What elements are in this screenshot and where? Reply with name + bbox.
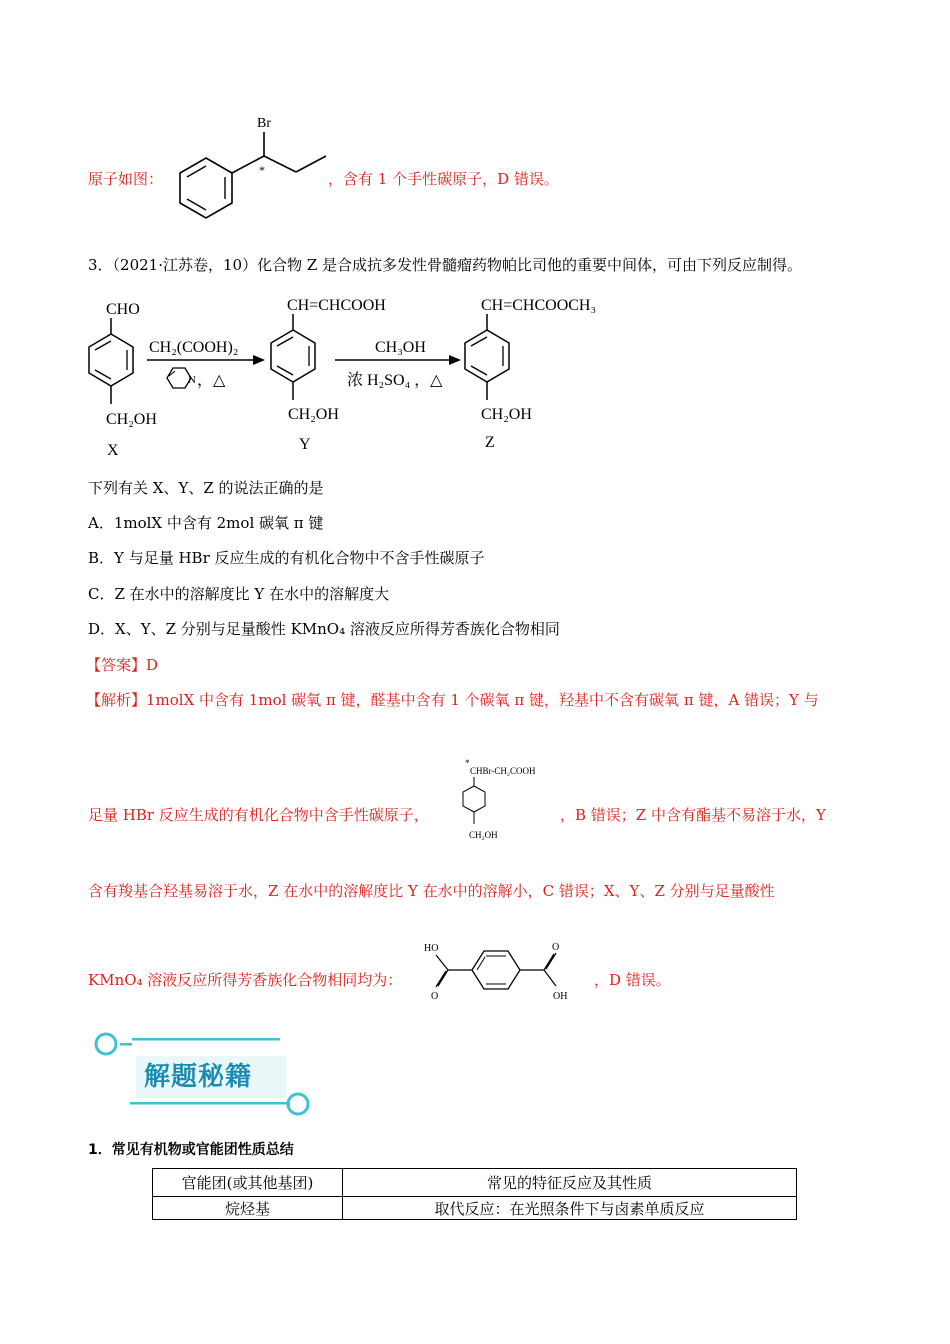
- analysis-line-2a: 足量 HBr 反应生成的有机化合物中含手性碳原子，: [88, 806, 429, 824]
- analysis-line-4b: ，D 错误。: [594, 971, 671, 989]
- hbr-top-group: CHBr-CH₂COOH: [470, 766, 536, 776]
- x-label: X: [107, 442, 119, 459]
- z-top-group: CH=CHCOOCH₃: [481, 297, 597, 314]
- z-bottom-group: CH₂OH: [481, 406, 532, 423]
- analysis-line-4a: KMnO₄ 溶液反应所得芳香族化合物相同均为：: [88, 971, 403, 989]
- y-label: Y: [299, 436, 311, 453]
- properties-table: [152, 1168, 797, 1220]
- acid-o-left: O: [431, 991, 439, 1002]
- note-suffix: ，含有 1 个手性碳原子，D 错误。: [328, 170, 559, 188]
- y-top-group: CH=CHCOOH: [287, 297, 386, 314]
- question-stem: 3．（2021·江苏卷，10）化合物 Z 是合成抗多发性骨髓瘤药物帕比司他的重要中间体，可由下列反应制得。: [88, 256, 803, 274]
- analysis-line-2b: ，B 错误；Z 中含有酯基不易溶于水，Y: [560, 806, 826, 824]
- pyridine-n: N: [188, 374, 196, 386]
- z-label: Z: [485, 434, 495, 451]
- bromopropylbenzene-structure: [160, 112, 340, 227]
- y-bottom-group: CH₂OH: [288, 406, 339, 423]
- acid-ho-label: HO: [424, 943, 439, 954]
- banner-title: 解题秘籍: [144, 1062, 253, 1092]
- arrow2-reagent: CH₃OH: [375, 339, 426, 356]
- hbr-star: *: [465, 758, 470, 768]
- acid-oh-label: OH: [553, 991, 568, 1002]
- answer-label: 【答案】D: [86, 656, 159, 674]
- note-prefix: 原子如图：: [88, 170, 164, 188]
- table-header-cell: 常见的特征反应及其性质: [343, 1169, 797, 1197]
- option-b: B．Y 与足量 HBr 反应生成的有机化合物中不含手性碳原子: [88, 549, 485, 567]
- x-top-group: CHO: [106, 301, 140, 318]
- arrow1-condition: ，△: [197, 372, 226, 389]
- struct-br-label: Br: [257, 116, 271, 131]
- terephthalic-acid-structure: [422, 938, 592, 1004]
- acid-o-right: O: [552, 942, 560, 953]
- option-a: A．1molX 中含有 2mol 碳氧 π 键: [88, 514, 324, 532]
- arrow2-condition: 浓 H₂SO₄ ，△: [347, 372, 443, 389]
- option-c: C．Z 在水中的溶解度比 Y 在水中的溶解度大: [88, 585, 390, 603]
- section-heading: 1．常见有机物或官能团性质总结: [88, 1142, 294, 1158]
- arrow1-reagent: CH₂(COOH)₂: [149, 339, 239, 356]
- table-header-cell: 官能团(或其他基团): [153, 1169, 343, 1197]
- chiral-star: *: [259, 163, 265, 177]
- table-cell: 烷烃基: [153, 1197, 343, 1220]
- reaction-scheme: [85, 292, 645, 462]
- analysis-line-1: 【解析】1molX 中含有 1mol 碳氧 π 键，醛基中含有 1 个碳氧 π 键，羟基中不含有碳氧 π 键，A 错误；Y 与: [86, 691, 819, 709]
- analysis-line-3: 含有羧基合羟基易溶于水，Z 在水中的溶解度比 Y 在水中的溶解小，C 错误；X、Y、Z 分别与足量酸性: [88, 882, 775, 900]
- hbr-bottom-group: CH₂OH: [469, 830, 498, 840]
- question-prompt: 下列有关 X、Y、Z 的说法正确的是: [88, 479, 324, 497]
- x-bottom-group: CH₂OH: [106, 411, 157, 428]
- option-d: D．X、Y、Z 分别与足量酸性 KMnO₄ 溶液反应所得芳香族化合物相同: [88, 620, 560, 638]
- table-header-row: [153, 1169, 797, 1197]
- hbr-adduct-structure: [452, 758, 562, 850]
- table-cell: 取代反应：在光照条件下与卤素单质反应: [343, 1197, 797, 1220]
- table-row: [153, 1197, 797, 1220]
